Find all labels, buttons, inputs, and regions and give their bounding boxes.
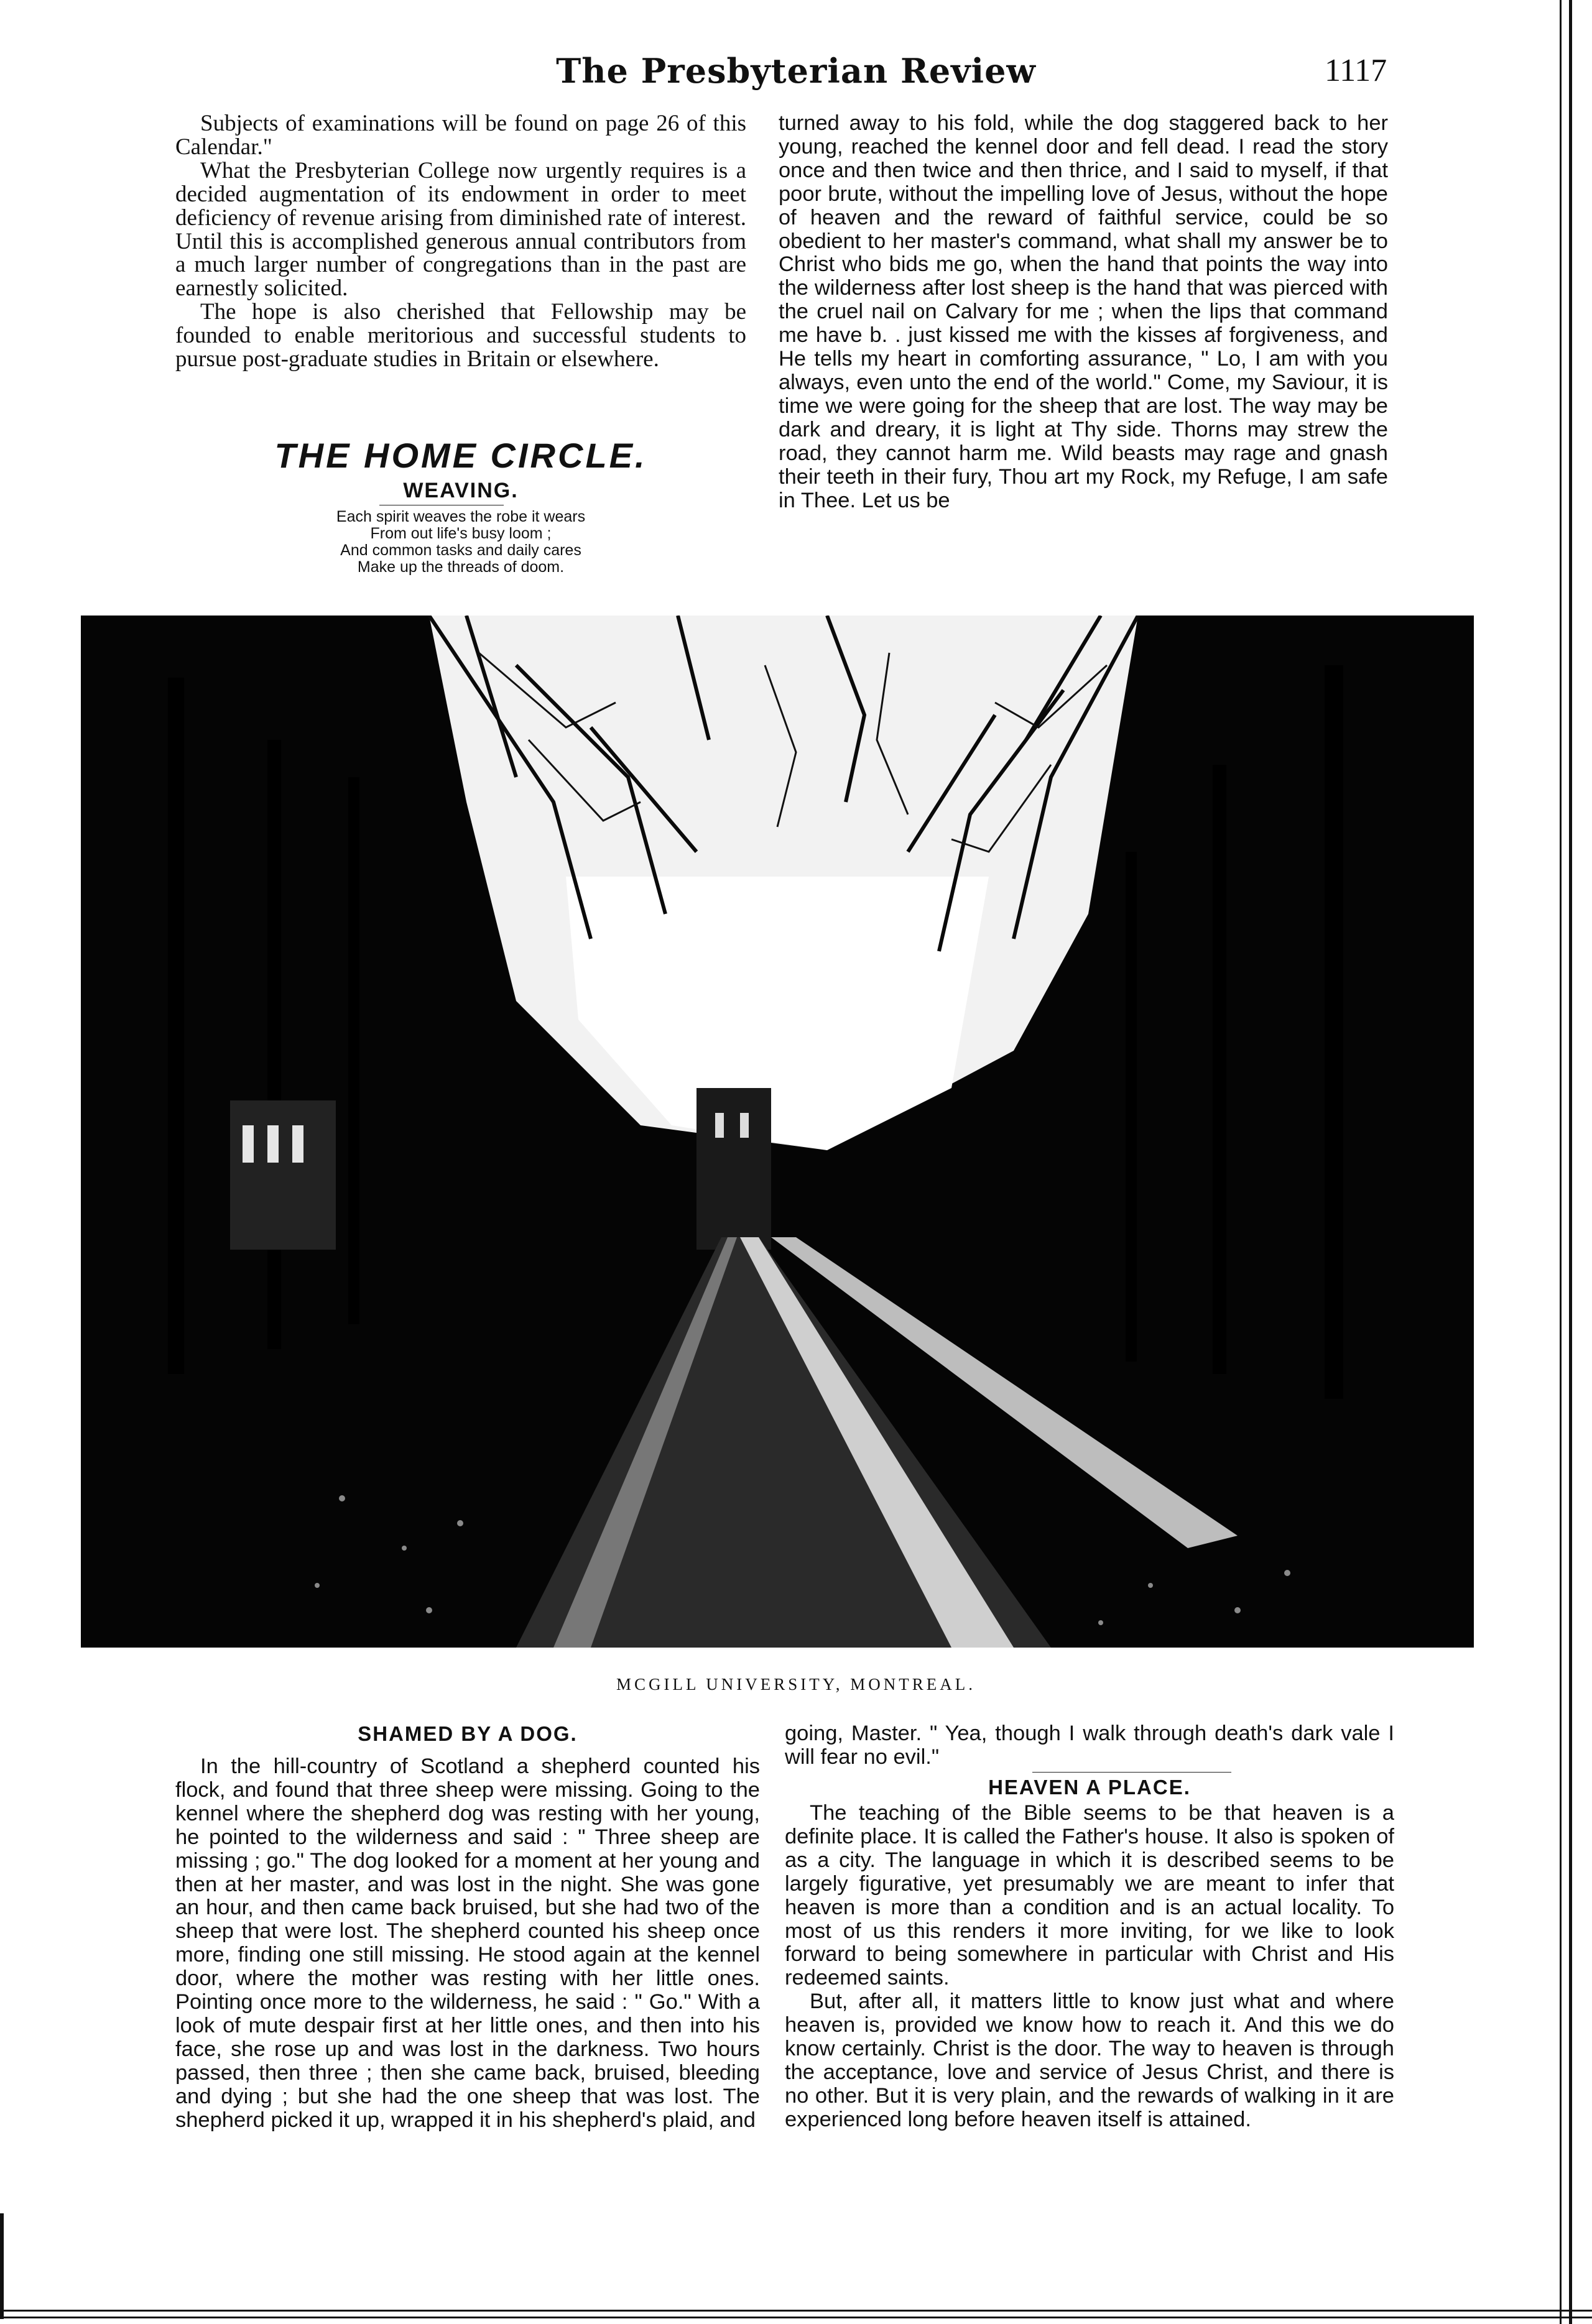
weaving-poem [175, 509, 746, 576]
page-border-bottom [0, 2310, 1592, 2318]
heaven-a-place-article [785, 1802, 1394, 2132]
fellowship-paragraph: The hope is also cherished that Fellowship may be founded to enable meritorious and successful students to pursue post-graduate studies in Britain or elsewhere. [175, 299, 746, 372]
heaven-paragraph-1: The teaching of the Bible seems to be that heaven is a definite place. It is called the Father's house. It also is spoken of as a city. The language in which it is described seems to be largely figurative, yet presumably we are meant to infer that heaven is more than a condition and is an actual locality. To most of us this renders it more inviting, for we like to look forward to being somewhere in particular with Christ and His redeemed saints. [785, 1801, 1394, 1990]
poem-line: From out life's busy loom ; [370, 525, 552, 542]
campus-photograph [81, 616, 1474, 1648]
page-border-right [1560, 0, 1572, 2324]
campus-photo-illustration [81, 616, 1474, 1648]
endowment-paragraph: What the Presbyterian College now urgently requires is a decided augmentation of its endowment in order to meet deficiency of revenue arising from diminished rate of interest. Until this is accomplished generous annual contributors from a much larger number of congregations than in the past are earnestly solicited. [175, 157, 746, 302]
heaven-paragraph-2: But, after all, it matters little to know just what and where heaven is, provided we know how to reach it. And this we do know certainly. Christ is the door. The way to heaven is through the acceptance, love and service of Jesus Christ, and there is no other. But it is very plain, and the rewards of walking in it are experienced long before heaven itself is attained. [785, 1990, 1394, 2131]
page-number: 1117 [1325, 53, 1387, 88]
weaving-title: WEAVING. [403, 479, 519, 502]
home-circle-title: THE HOME CIRCLE. [274, 436, 647, 475]
shamed-by-a-dog-title: SHAMED BY A DOG. [358, 1722, 578, 1745]
poem-line: And common tasks and daily cares [340, 542, 581, 559]
photo-caption: MCGILL UNIVERSITY, MONTREAL. [616, 1675, 976, 1694]
story-conclusion: going, Master. " Yea, though I walk through death's dark vale I will fear no evil." [785, 1722, 1394, 1769]
heaven-rule [1032, 1772, 1231, 1773]
heaven-a-place-title: HEAVEN A PLACE. [988, 1776, 1191, 1799]
page-border-left-mark [0, 2213, 4, 2319]
right-top-column [779, 112, 1388, 512]
left-top-column [175, 112, 746, 371]
shepherd-story-continuation: turned away to his fold, while the dog staggered back to her young, reached the kennel door and fell dead. I read the story once and then twice and then thrice, and I said to myself, if that poor brute, without the impelling love of Jesus, without the hope of heaven and the reward of faithful service, could be so obedient to her master's command, what shall my answer be to Christ who bids me go, when the hand that points the way into the wilderness after lost sheep is the hand that was pierced with the cruel nail on Calvary for me ; when the lips that command me have b. . just kissed me with the kisses af forgiveness, and He tells my heart in comforting assurance, " Lo, I am with you always, even unto the end of the world." Come, my Saviour, it is time we were going for the sheep that are lost. The way may be dark and dreary, it is light at Thy side. Thorns may strew the road, they cannot harm me. Wild beasts may rage and gnash their teeth in their fury, Thou art my Rock, my Refuge, I am safe in Thee. Let us be [779, 111, 1388, 512]
shamed-by-a-dog-text: In the hill-country of Scotland a shepherd counted his flock, and found that three sheep were missing. Going to the kennel where the shepherd dog was resting with her young, he pointed to the wilderness and said : " Three sheep are missing ; go." The dog looked for a moment at her young and then at her master, and was lost in the night. She was gone an hour, and then came back bruised, but she had two of the sheep that were lost. The shepherd counted his sheep once more, finding one still missing. He stood again at the kennel door, where the mother was resting with her little ones. Pointing once more to the wilderness, he said : " Go." With a look of mute despair first at her little ones, and then into his face, she rose up and was lost in the darkness. Two hours passed, then three ; then she came back, bruised, bleeding and dying ; but she had the one sheep that was lost. The shepherd picked it up, wrapped it in his shepherd's plaid, and [175, 1755, 760, 2132]
poem-line: Each spirit weaves the robe it wears [336, 508, 586, 525]
right-bottom-column [785, 1722, 1394, 1769]
shamed-by-a-dog-story [175, 1755, 760, 2133]
calendar-note: Subjects of examinations will be found on page 26 of this Calendar." [175, 111, 746, 160]
poem-line: Make up the threads of doom. [357, 558, 565, 576]
masthead-title: The Presbyterian Review [556, 51, 1036, 91]
